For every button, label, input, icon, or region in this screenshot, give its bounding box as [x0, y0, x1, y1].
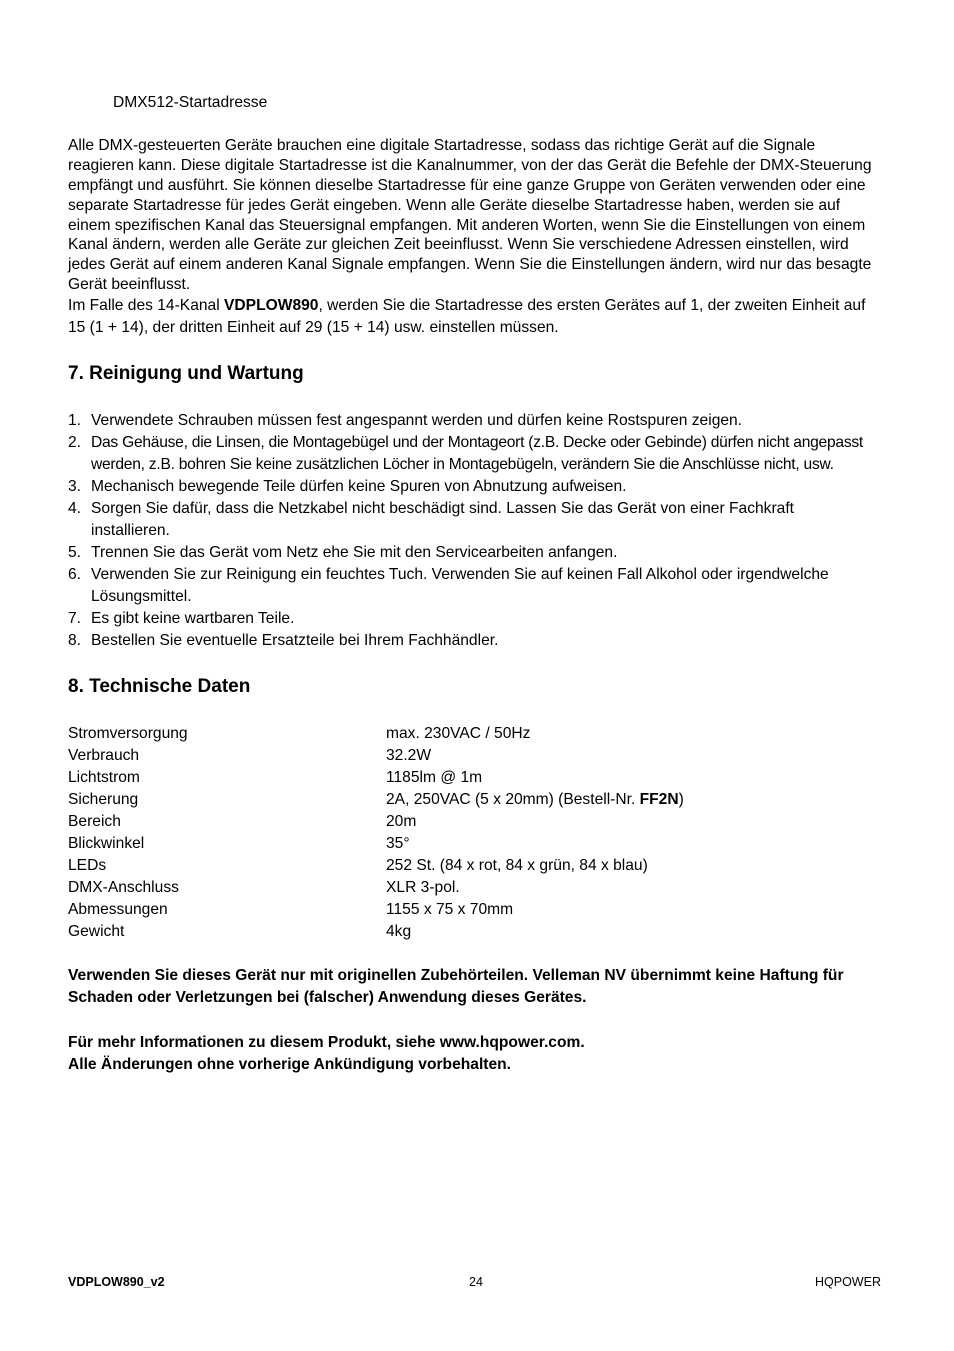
list-item-number: 4.	[68, 500, 82, 517]
model-name: VDPLOW890	[224, 297, 319, 314]
list-item-number: 6.	[68, 566, 82, 583]
list-item: Verwenden Sie zur Reinigung ein feuchtes Tuch. Verwenden Sie auf keinen Fall Alkohol oder irgendwelche	[91, 566, 829, 583]
spec-value: 20m	[386, 813, 417, 830]
spec-label: LEDs	[68, 857, 107, 874]
paragraph-line: separate Startadresse für jedes Gerät eingeben. Wenn alle Geräte dieselbe Startadresse haben, werden sie auf	[68, 197, 841, 214]
footer-doc-code: VDPLOW890_v2	[68, 1275, 165, 1289]
list-item-continuation: Lösungsmittel.	[91, 588, 192, 605]
example-text-pre: Im Falle des 14-Kanal	[68, 297, 225, 314]
spec-label: Bereich	[68, 813, 121, 830]
footer-page-number: 24	[469, 1275, 483, 1289]
example-line	[68, 296, 865, 316]
paragraph-line: Alle DMX-gesteuerten Geräte brauchen eine digitale Startadresse, sodass das richtige Gerät auf die Signale	[68, 137, 816, 154]
spec-label: Verbrauch	[68, 747, 140, 764]
section-subheading: DMX512-Startadresse	[113, 94, 268, 111]
warning-notice-line: Verwenden Sie dieses Gerät nur mit originellen Zubehörteilen. Velleman NV übernimmt keine Haftung für	[68, 967, 844, 984]
list-item: Mechanisch bewegende Teile dürfen keine Spuren von Abnutzung aufweisen.	[91, 478, 627, 495]
spec-value: 4kg	[386, 923, 412, 940]
list-item-number: 7.	[68, 610, 82, 627]
paragraph-line: Kanal ändern, werden alle Geräte zur gleichen Zeit beeinflusst. Wenn Sie verschiedene Adressen einstellen, wird	[68, 236, 849, 253]
list-item: Trennen Sie das Gerät vom Netz ehe Sie mit den Servicearbeiten anfangen.	[91, 544, 618, 561]
spec-value: 32.2W	[386, 747, 432, 764]
footer-brand: HQPOWER	[815, 1275, 881, 1289]
spec-value: 1185lm @ 1m	[386, 769, 483, 786]
spec-value: 252 St. (84 x rot, 84 x grün, 84 x blau)	[386, 857, 648, 874]
spec-label: Lichtstrom	[68, 769, 140, 786]
list-item: Bestellen Sie eventuelle Ersatzteile bei Ihrem Fachhändler.	[91, 632, 499, 649]
list-item-number: 2.	[68, 434, 82, 451]
paragraph-line: jedes Gerät auf einem anderen Kanal Signale empfangen. Wenn Sie die Einstellungen ändern, wird nur das besagte	[68, 256, 872, 273]
paragraph-line: Gerät beeinflusst.	[68, 276, 191, 293]
list-item: Sorgen Sie dafür, dass die Netzkabel nicht beschädigt sind. Lassen Sie das Gerät von einer Fachkraft	[91, 500, 794, 517]
list-item-number: 3.	[68, 478, 82, 495]
spec-value: max. 230VAC / 50Hz	[386, 725, 531, 742]
info-notice: Für mehr Informationen zu diesem Produkt, siehe www.hqpower.com.	[68, 1034, 585, 1051]
list-item-number: 8.	[68, 632, 82, 649]
change-notice: Alle Änderungen ohne vorherige Ankündigung vorbehalten.	[68, 1056, 512, 1073]
spec-value: XLR 3-pol.	[386, 879, 460, 896]
list-item-number: 1.	[68, 412, 82, 429]
spec-label: Blickwinkel	[68, 835, 145, 852]
spec-label: Sicherung	[68, 791, 139, 808]
list-item: Es gibt keine wartbaren Teile.	[91, 610, 295, 627]
paragraph-line: empfängt und ausführt. Sie können dieselbe Startadresse für eine ganze Gruppe von Geräten verwenden oder eine	[68, 177, 866, 194]
list-item-continuation: werden, z.B. bohren Sie keine zusätzlichen Löcher in Montagebügeln, verändern Sie die Anschlüsse nicht, usw.	[91, 456, 834, 473]
spec-label: Abmessungen	[68, 901, 168, 918]
spec-label: DMX-Anschluss	[68, 879, 179, 896]
spec-label: Gewicht	[68, 923, 125, 940]
list-item-continuation: installieren.	[91, 522, 170, 539]
list-item: Verwendete Schrauben müssen fest angespannt werden und dürfen keine Rostspuren zeigen.	[91, 412, 743, 429]
warning-notice-line: Schaden oder Verletzungen bei (falscher) Anwendung dieses Gerätes.	[68, 989, 587, 1006]
spec-value: 1155 x 75 x 70mm	[386, 901, 514, 918]
list-item: Das Gehäuse, die Linsen, die Montagebügel und der Montageort (z.B. Decke oder Gebinde) dürfen nicht angepasst	[91, 434, 863, 451]
example-text-post: , werden Sie die Startadresse des ersten Gerätes auf 1, der zweiten Einheit auf	[318, 297, 866, 314]
spec-label: Stromversorgung	[68, 725, 188, 742]
spec-value-text: 2A, 250VAC (5 x 20mm) (Bestell-Nr.	[386, 791, 640, 808]
list-item-number: 5.	[68, 544, 82, 561]
section-heading-cleaning: 7. Reinigung und Wartung	[68, 363, 304, 384]
paragraph-line: reagieren kann. Diese digitale Startadresse ist die Kanalnummer, von der das Gerät die Befehle der DMX-Steuerung	[68, 157, 872, 174]
spec-value-end: )	[678, 791, 684, 808]
paragraph-line: einem spezifischen Kanal das Steuersignal empfangen. Mit anderen Worten, wenn Sie die Einstellungen von einem	[68, 217, 866, 234]
example-line-2: 15 (1 + 14), der dritten Einheit auf 29 (15 + 14) usw. einstellen müssen.	[68, 319, 559, 336]
spec-value	[386, 790, 684, 810]
spec-value: 35°	[386, 835, 410, 852]
section-heading-specs: 8. Technische Daten	[68, 676, 251, 697]
order-number: FF2N	[639, 791, 679, 808]
